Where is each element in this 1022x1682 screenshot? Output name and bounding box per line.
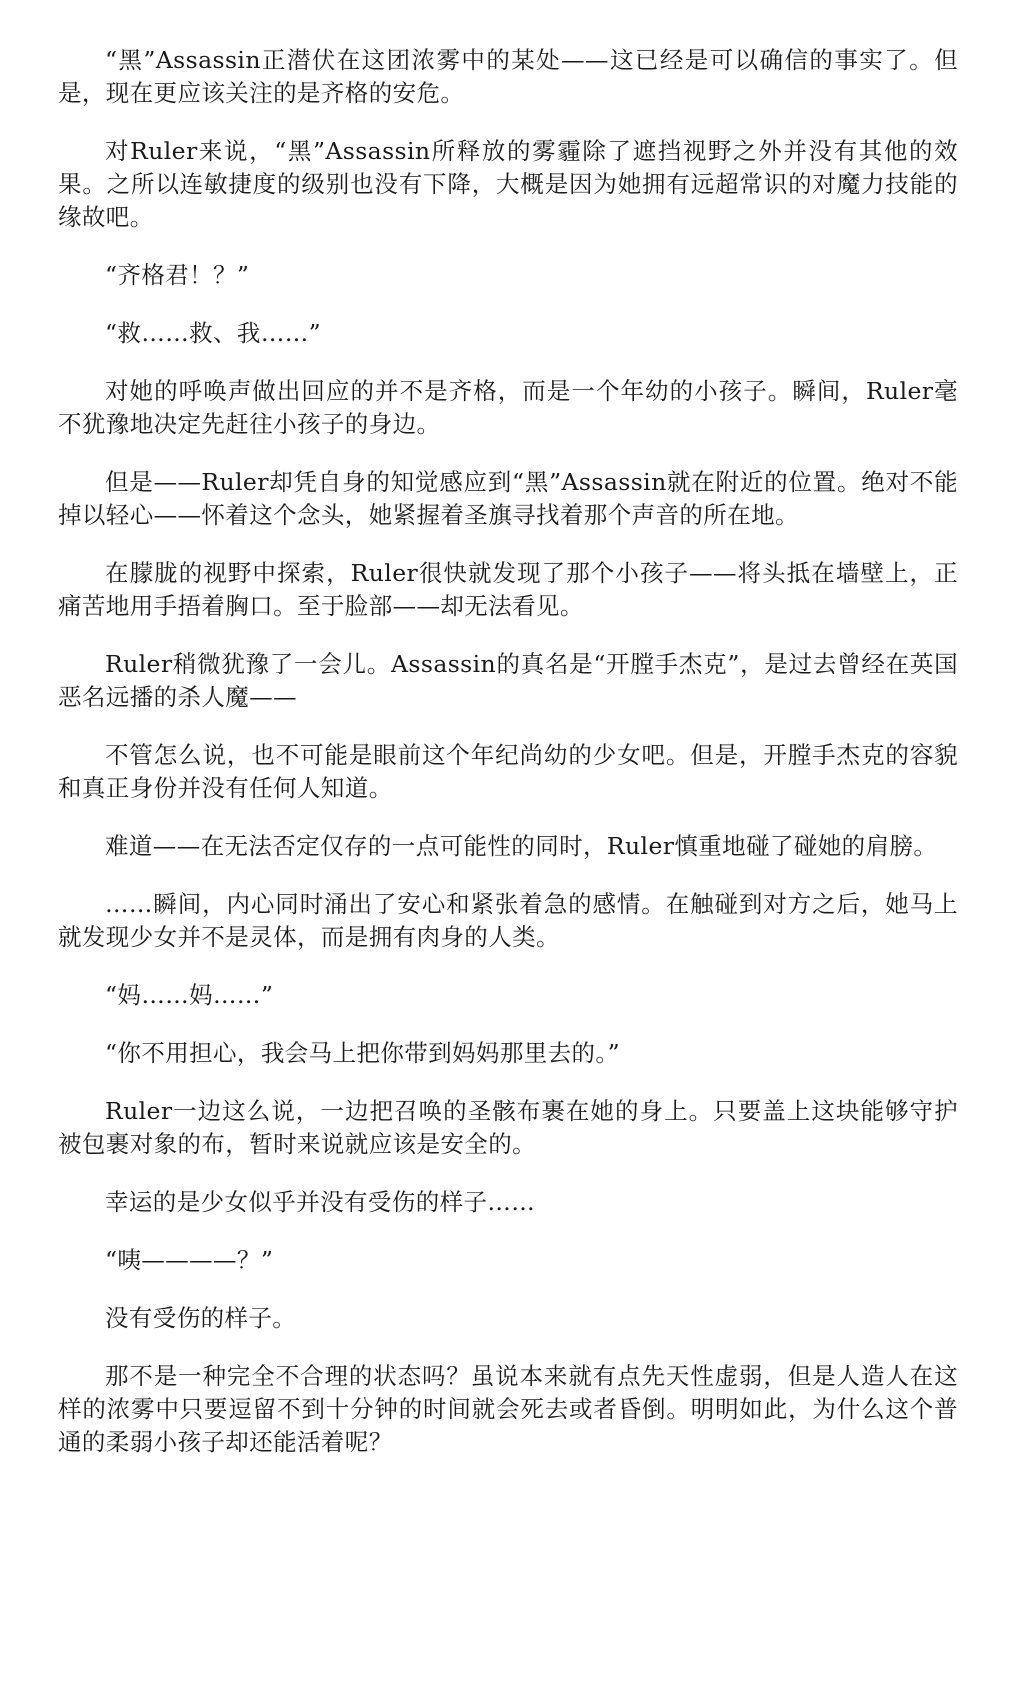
dialogue-line: “救……救、我……” (105, 319, 322, 347)
paragraph: 那不是一种完全不合理的状态吗？虽说本来就有点先天性虚弱，但是人造人在这样的浓雾中只要逗留不到十分钟的时间就会死去或者昏倒。明明如此，为什么这个普通的柔弱小孩子却还能活着呢？ (58, 1362, 958, 1456)
dialogue-line: “妈……妈……” (105, 981, 274, 1009)
paragraph: ……瞬间，内心同时涌出了安心和紧张着急的感情。在触碰到对方之后，她马上就发现少女并不是灵体，而是拥有肉身的人类。 (58, 890, 958, 951)
paragraph: 没有受伤的样子。 (105, 1304, 297, 1332)
dialogue-line: “咦————？” (105, 1246, 274, 1274)
paragraph: Ruler一边这么说，一边把召唤的圣骸布裹在她的身上。只要盖上这块能够守护被包裹对象的布，暂时来说就应该是安全的。 (58, 1097, 958, 1158)
paragraph: Ruler稍微犹豫了一会儿。Assassin的真名是“开膛手杰克”，是过去曾经在英国恶名远播的杀人魔—— (58, 650, 958, 711)
paragraph: 幸运的是少女似乎并没有受伤的样子…… (105, 1188, 536, 1216)
paragraph: 对Ruler来说，“黑”Assassin所释放的雾霾除了遮挡视野之外并没有其他的效果。之所以连敏捷度的级别也没有下降，大概是因为她拥有远超常识的对魔力技能的缘故吧。 (58, 137, 958, 231)
paragraph: “黑”Assassin正潜伏在这团浓雾中的某处——这已经是可以确信的事实了。但是，现在更应该关注的是齐格的安危。 (58, 46, 958, 107)
paragraph: 不管怎么说，也不可能是眼前这个年纪尚幼的少女吧。但是，开膛手杰克的容貌和真正身份并没有任何人知道。 (58, 741, 958, 802)
paragraph: 难道——在无法否定仅存的一点可能性的同时，Ruler慎重地碰了碰她的肩膀。 (105, 832, 938, 860)
paragraph: 在朦胧的视野中探索，Ruler很快就发现了那个小孩子——将头抵在墙壁上，正痛苦地用手捂着胸口。至于脸部——却无法看见。 (58, 559, 958, 620)
dialogue-line: “齐格君！？” (105, 261, 250, 289)
paragraph: 但是——Ruler却凭自身的知觉感应到“黑”Assassin就在附近的位置。绝对不能掉以轻心——怀着这个念头，她紧握着圣旗寻找着那个声音的所在地。 (58, 468, 958, 529)
document-page (58, 44, 958, 1484)
dialogue-line: “你不用担心，我会马上把你带到妈妈那里去的。” (105, 1039, 620, 1067)
paragraph: 对她的呼唤声做出回应的并不是齐格，而是一个年幼的小孩子。瞬间，Ruler毫不犹豫地决定先赶往小孩子的身边。 (58, 377, 958, 438)
